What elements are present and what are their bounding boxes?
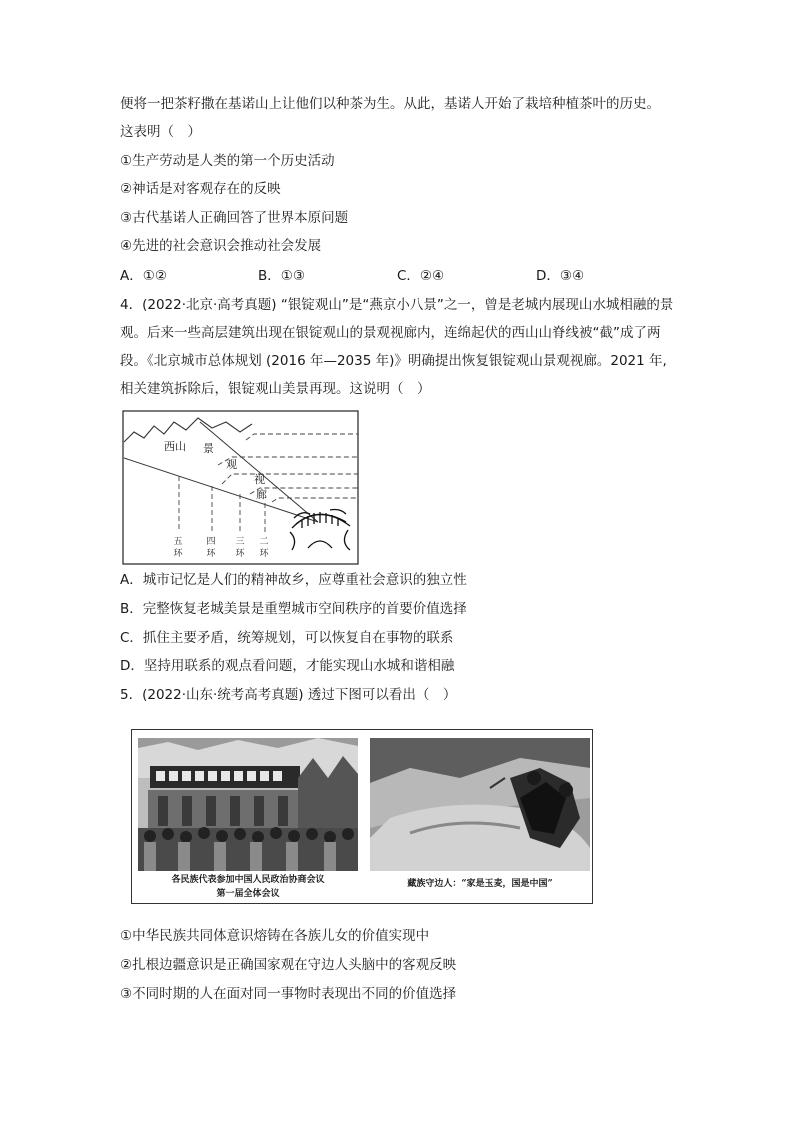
q4-option-c: C．抓住主要矛盾，统筹规划，可以恢复自在事物的联系 <box>120 630 454 646</box>
caption-left-line1: 各民族代表参加中国人民政治协商会议 <box>171 875 325 885</box>
q4-stem-line1: 4．(2022·北京·高考真题) “银锭观山”是“燕京小八景”之一，曾是老城内展现山水城相融的景 <box>120 297 674 313</box>
diagram-label-jing: 景 <box>203 442 214 455</box>
q3-item-2: ②神话是对客观存在的反映 <box>120 181 281 197</box>
q4-stem-line2: 观。后来一些高层建筑出现在银锭观山的景观视廊内，连绵起伏的西山山脊线被“截”成了两 <box>120 325 661 341</box>
diagram-label-xishan: 西山 <box>164 440 186 453</box>
q3-option-a: A．①② <box>120 268 167 284</box>
diagram-label-shi: 视 <box>254 473 265 486</box>
diagram-label-lang: 廊 <box>256 488 267 501</box>
q5-item-2: ②扎根边疆意识是正确国家观在守边人头脑中的客观反映 <box>120 957 457 973</box>
q4-option-d: D．坚持用联系的观点看问题，才能实现山水城和谐相融 <box>120 658 455 674</box>
q3-item-4: ④先进的社会意识会推动社会发展 <box>120 238 322 254</box>
q4-option-a: A．城市记忆是人们的精神故乡，应尊重社会意识的独立性 <box>120 572 467 588</box>
q4-stem-line4: 相关建筑拆除后，银锭观山美景再现。这说明（ ） <box>120 381 431 397</box>
q3-option-d: D．③④ <box>536 268 585 284</box>
q3-item-1: ①生产劳动是人类的第一个历史活动 <box>120 153 335 169</box>
q3-option-c: C．②④ <box>397 268 445 284</box>
q5-item-1: ①中华民族共同体意识熔铸在各族儿女的价值实现中 <box>120 928 430 944</box>
q4-option-b: B．完整恢复老城美景是重塑城市空间秩序的首要价值选择 <box>120 601 467 617</box>
caption-left-line2: 第一届全体会议 <box>216 889 280 899</box>
diagram-ring-5: 五环 <box>173 537 183 559</box>
diagram-label-guan: 观 <box>226 458 237 471</box>
q3-stem-line1: 便将一把茶籽撒在基诺山上让他们以种茶为生。从此，基诺人开始了栽培种植茶叶的历史。 <box>120 96 660 112</box>
border-guards-photo <box>370 738 590 871</box>
diagram-ring-2: 二环 <box>259 537 269 559</box>
q3-option-b: B．①③ <box>258 268 305 284</box>
cppcc-assembly-photo <box>138 738 358 871</box>
q5-item-3: ③不同时期的人在面对同一事物时表现出不同的价值选择 <box>120 986 457 1002</box>
diagram-ring-3: 三环 <box>235 537 245 559</box>
caption-right: 藏族守边人：“家是玉麦，国是中国” <box>407 879 553 889</box>
q4-stem-line3: 段。《北京城市总体规划 (2016 年—2035 年)》明确提出恢复银锭观山景观视廊。2021 年, <box>120 353 667 369</box>
diagram-ring-4: 四环 <box>206 537 216 559</box>
q3-item-3: ③古代基诺人正确回答了世界本原问题 <box>120 210 349 226</box>
q5-photo-figure <box>131 729 593 904</box>
q5-stem: 5．(2022·山东·统考高考真题) 透过下图可以看出（ ） <box>120 687 457 703</box>
q3-stem-line2: 这表明（ ） <box>120 124 201 140</box>
